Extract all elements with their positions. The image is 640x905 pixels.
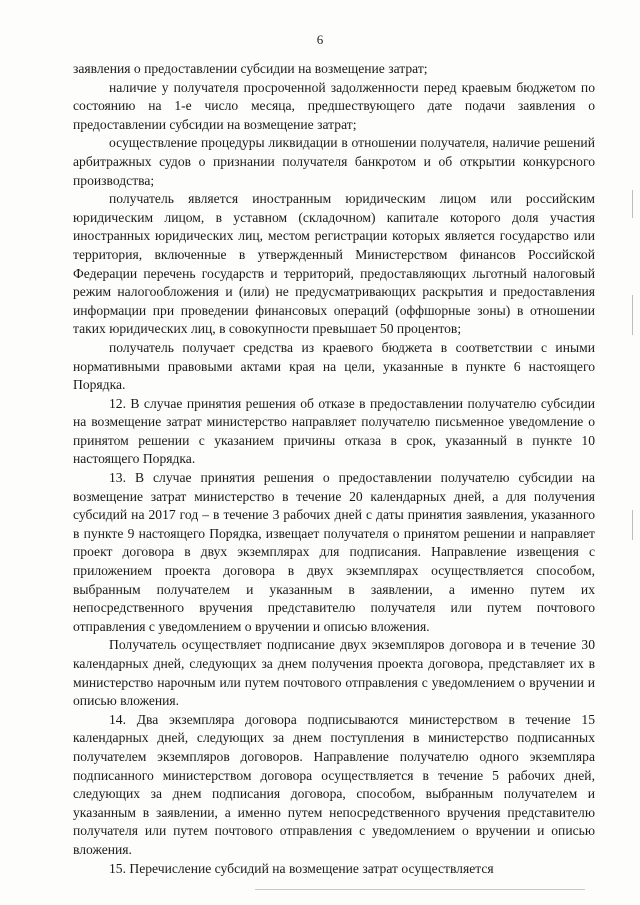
paragraph-recipient-signing: Получатель осуществляет подписание двух экземпляров договора и в течение 30 календарных дней, следующих за днем получения проекта договора, представляет их в министерство нарочным или путем почтового отправления с уведомлением о вручении и описью вложения. (73, 637, 595, 709)
paragraph-clause-15: 15. Перечисление субсидий на возмещение затрат осуществляется (109, 860, 494, 876)
paragraph-clause-13: 13. В случае принятия решения о предоставлении получателю субсидии на возмещение затрат министерство в течение 20 календарных дней, а для получения субсидий на 2017 год – в течение 3 рабочих дней с даты принятия заявления, указанного в пункте 9 настоящего Порядка, извещает получателя о принятом решении и направляет проект договора в двух экземплярах для подписания. Направление извещения с приложением проекта договора в двух экземплярах осуществляется способом, выбранным получателем и указанным в заявлении, а именно путем их непосредственного вручения представителю получателя или путем почтового отправления с уведомлением о вручении и описью вложения. (73, 470, 595, 634)
scan-edge-mark (632, 510, 633, 540)
paragraph-overdue-debt: наличие у получателя просроченной задолженности перед краевым бюджетом по состоянию на 1-е число месяца, предшествующего дате подачи заявления о предоставлении субсидии на возмещение затрат; (73, 79, 595, 132)
paragraph-liquidation: осуществление процедуры ликвидации в отношении получателя, наличие решений арбитражных судов о признании получателя банкротом и об открытии конкурсного производства; (73, 135, 595, 188)
paragraph-foreign-entity: получатель является иностранным юридическим лицом или российским юридическим лицом, в уставном (складочном) капитале которого доля участия иностранных юридических лиц, местом регистрации которых является государство или территория, включенные в утвержденный Министерством финансов Российской Федерации перечень государств и территорий, предоставляющих льготный налоговый режим налогообложения и (или) не предусматривающих раскрытия и предоставления информации при проведении финансовых операций (оффшорные зоны) в отношении таких юридических лиц, в совокупности превышает 50 процентов; (73, 191, 595, 337)
document-body (73, 60, 595, 878)
paragraph-clause-12: 12. В случае принятия решения об отказе в предоставлении получателю субсидии на возмещение затрат министерство направляет получателю письменное уведомление о принятом решении с указанием причины отказа в срок, указанный в пункте 10 настоящего Порядка. (73, 395, 595, 467)
scan-bottom-line (255, 889, 585, 890)
page-number: 6 (316, 32, 324, 47)
paragraph-other-funds: получатель получает средства из краевого бюджета в соответствии с иными нормативными правовыми актами края на цели, указанные в пункте 6 настоящего Порядка. (73, 339, 595, 393)
paragraph-clause-14: 14. Два экземпляра договора подписываются министерством в течение 15 календарных дней, следующих за днем поступления в министерство подписанных получателем экземпляров договоров. Направление получателю одного экземпляра подписанного министерством договора осуществляется в течение 5 рабочих дней, следующих за днем подписания договора, способом, выбранным получателем и указанным в заявлении, а именно путем непосредственного вручения представителю получателя или путем почтового отправления с уведомлением о вручении и описью вложения. (73, 711, 595, 857)
scan-edge-mark (632, 295, 633, 335)
scan-edge-mark (632, 190, 633, 218)
paragraph-continuation: заявления о предоставлении субсидии на возмещение затрат; (73, 61, 428, 76)
